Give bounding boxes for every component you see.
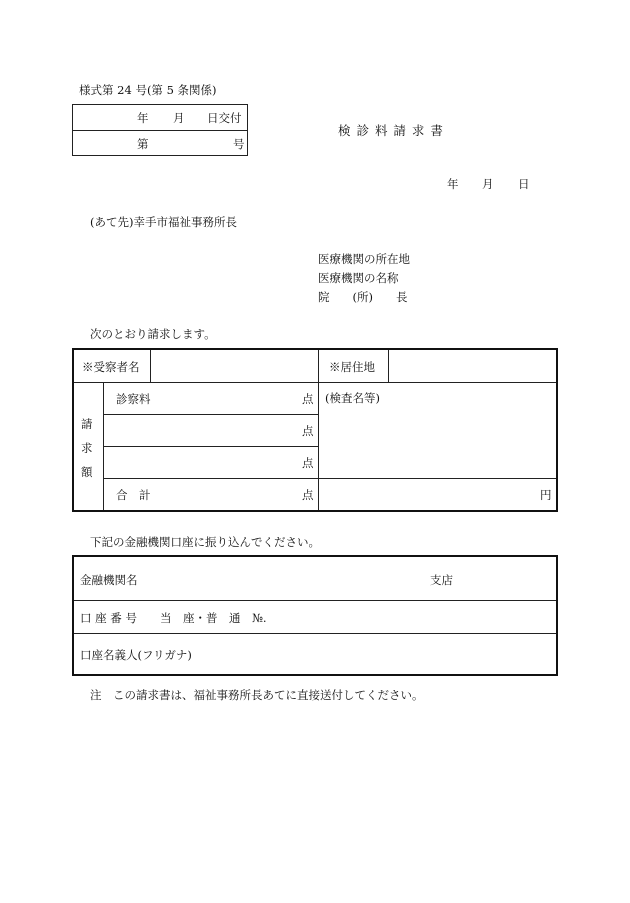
request-text: 次のとおり請求します。: [90, 327, 216, 341]
exam-name-label: (検査名等): [325, 391, 380, 405]
examinee-field-divider: [318, 350, 319, 382]
claim-total-divider: [103, 478, 556, 479]
footer-note: 注 この請求書は、福祉事務所長あてに直接送付してください。: [90, 688, 424, 702]
date-day: 日: [518, 177, 530, 191]
institution-location: 医療機関の所在地: [318, 252, 410, 266]
institution-director: 院 (所) 長: [318, 290, 408, 304]
bank-row-divider-2: [74, 633, 556, 634]
row-2-unit: 点: [302, 424, 314, 438]
claim-row-divider-1: [103, 414, 318, 415]
bank-row-divider-1: [74, 600, 556, 601]
bank-institution-label: 金融機関名: [80, 573, 138, 587]
yen-label: 円: [540, 488, 552, 502]
examinee-divider: [150, 350, 151, 382]
account-holder-label: 口座名義人(フリガナ): [80, 648, 192, 662]
residence-label: ※居住地: [329, 360, 375, 374]
bank-instruction: 下記の金融機関口座に振り込んでください。: [90, 535, 320, 549]
points-column-divider: [318, 382, 319, 510]
institution-name: 医療機関の名称: [318, 271, 399, 285]
fee-label: 診察料: [116, 392, 151, 406]
row-3-unit: 点: [302, 456, 314, 470]
addressee: (あて先)幸手市福祉事務所長: [90, 215, 237, 229]
receipt-month: 月: [173, 111, 185, 125]
residence-divider: [388, 350, 389, 382]
fee-unit: 点: [302, 392, 314, 406]
date-month: 月: [482, 177, 494, 191]
date-year: 年: [447, 177, 459, 191]
document-title: 検 診 料 請 求 書: [338, 123, 444, 138]
claim-row-divider-2: [103, 446, 318, 447]
claim-amount-label-char-1: 請: [81, 417, 93, 431]
account-number-label: 口 座 番 号 当 座・普 通 №.: [80, 611, 267, 625]
claim-amount-label-char-2: 求: [81, 441, 93, 455]
receipt-box-divider: [73, 130, 247, 131]
total-unit: 点: [302, 488, 314, 502]
bank-branch-label: 支店: [430, 573, 453, 587]
examinee-label: ※受察者名: [82, 360, 140, 374]
receipt-box: [72, 104, 248, 156]
receipt-dai: 第: [137, 137, 149, 151]
claim-header-divider: [74, 382, 556, 383]
receipt-year: 年: [137, 111, 149, 125]
claim-amount-label-char-3: 額: [81, 465, 93, 479]
receipt-issued: 日交付: [207, 111, 242, 125]
receipt-go: 号: [233, 137, 245, 151]
claim-table: [72, 348, 558, 512]
bank-table: [72, 555, 558, 676]
total-label: 合 計: [116, 488, 151, 502]
form-number: 様式第 24 号(第 5 条関係): [79, 83, 217, 97]
